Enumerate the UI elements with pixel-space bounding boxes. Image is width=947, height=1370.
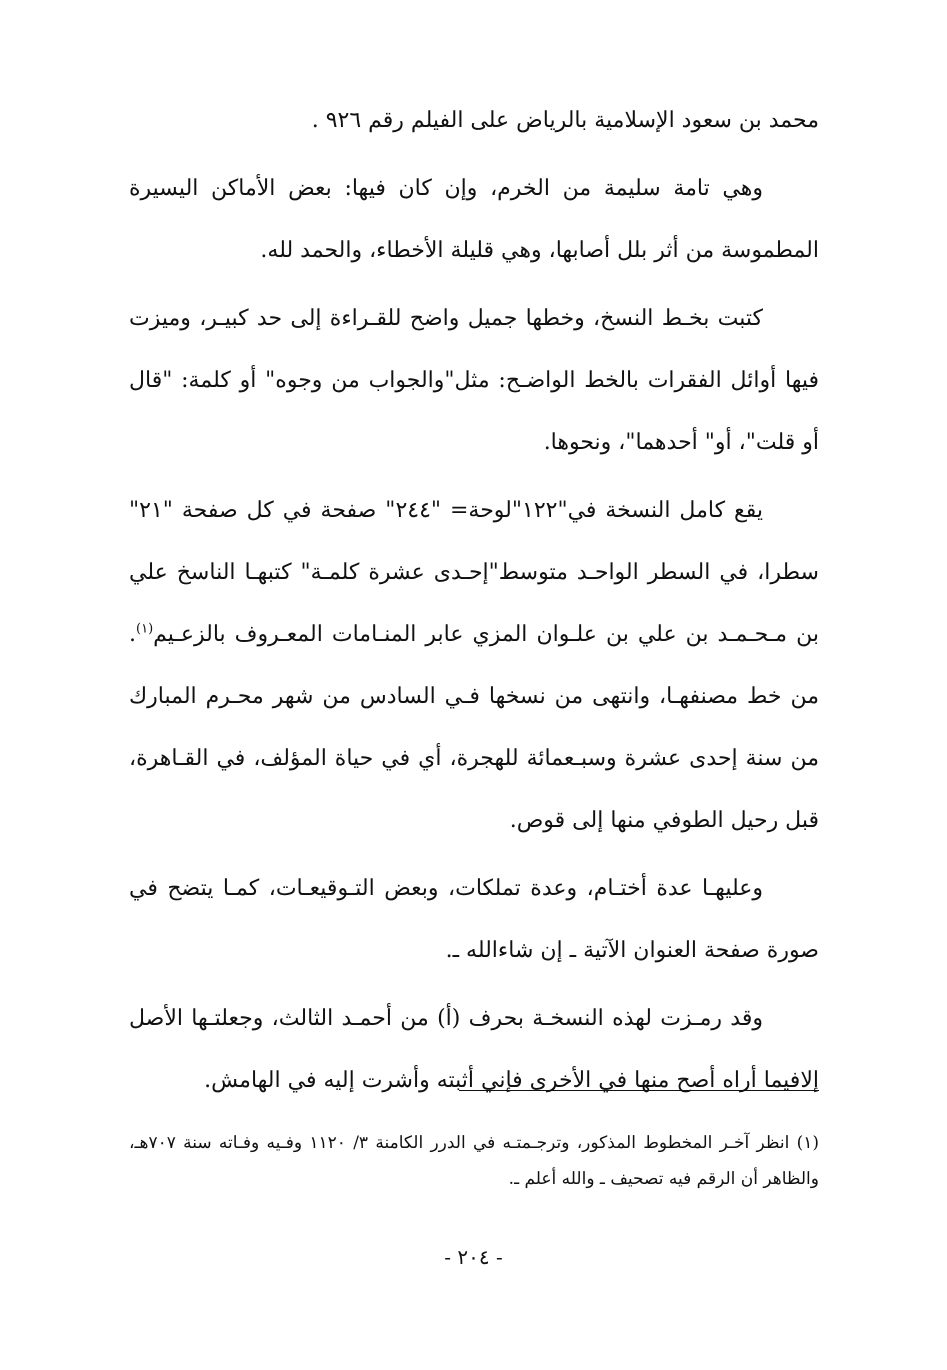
- footnote: (١) انظر آخـر المخطوط المذكور، وترجـمتـه في الدرر الكامنة ٣/ ١١٢٠ وفـيه وفـاته سنة ٧٠٧هـ، والظاهر أن الرقم فيه تصحيف ـ والله أعلم ـ.: [129, 1133, 819, 1189]
- paragraph-5: وعليهـا عدة أختـام، وعدة تملكات، وبعض التـوقيعـات، كمـا يتضح في صورة صفحة العنوان الآتية ـ إن شاءالله ـ.: [129, 876, 819, 963]
- paragraph-4-part-1: يقع كامل النسخة في"١٢٢"لوحة= "٢٤٤" صفحة في كل صفحة "٢١" سطرا، في السطر الواحـد متوسط"إحـدى عشرة كلمـة" كتبهـا الناسخ علي بن مـحـمـد بن علي بن علـوان المزي عابر المنـامات المعـروف بالزعـيم: [129, 498, 819, 647]
- main-text: [129, 90, 819, 1118]
- paragraph-6: وقد رمـزت لهذه النسخـة بحرف (أ) من أحمـد الثالث، وجعلتـها الأصل إلافيما أراه أصح منها في الأخرى فإني أثبته وأشرت إليه في الهامش.: [129, 1006, 819, 1093]
- footnote-marker: (١): [136, 621, 154, 637]
- footnote-divider: [459, 1090, 819, 1091]
- paragraph-4: [129, 480, 819, 852]
- paragraph-4-part-2: . من خط مصنفهـا، وانتهى من نسخها فـي السادس من شهر محـرم المبارك من سنة إحدى عشرة وسبـعمائة للهجرة، أي في حياة المؤلف، في القـاهرة، قبل رحيل الطوفي منها إلى قوص.: [129, 622, 820, 833]
- paragraph-1: محمد بن سعود الإسلامية بالرياض على الفيلم رقم ٩٢٦ .: [311, 108, 819, 133]
- paragraph-3: كتبت بخـط النسخ، وخطها جميل واضح للقـراءة إلى حد كبيـر، وميزت فيها أوائل الفقرات بالخط الواضـح: مثل"والجواب من وجوه" أو كلمة: "قال أو قلت"، أو" أحدهما"، ونحوها.: [129, 306, 819, 455]
- page-number: - ٢٠٤ -: [444, 1245, 503, 1269]
- paragraph-2: وهي تامة سليمة من الخرم، وإن كان فيها: بعض الأماكن اليسيرة المطموسة من أثر بلل أصابها، وهي قليلة الأخطاء، والحمد لله.: [129, 176, 819, 263]
